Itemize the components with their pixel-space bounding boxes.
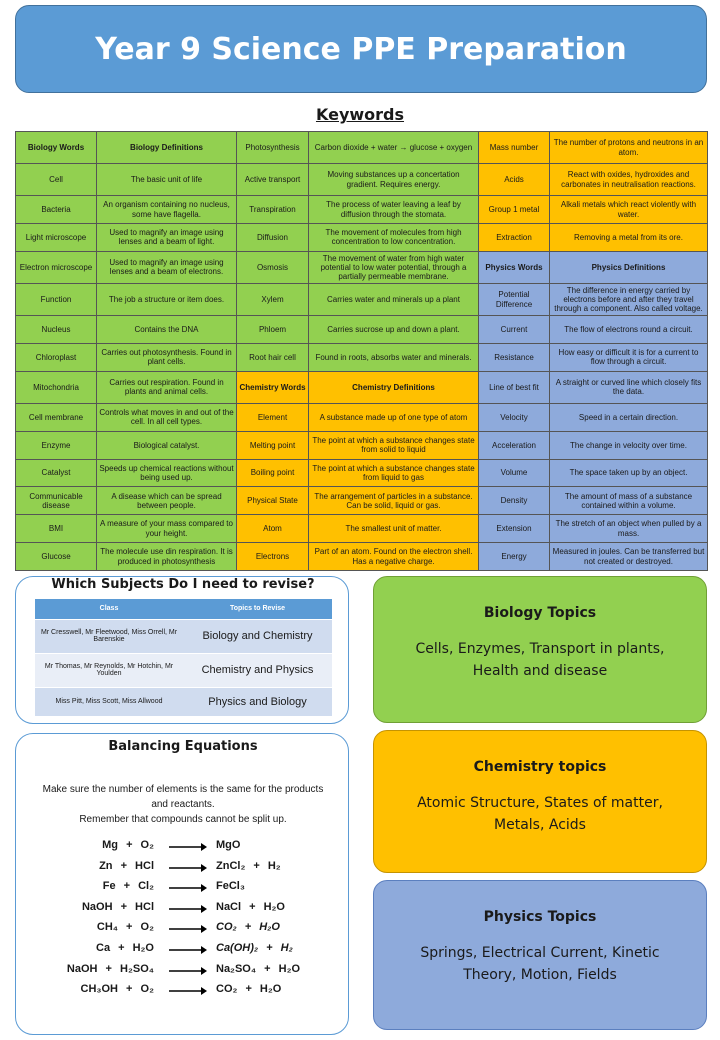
physics-word: Acceleration xyxy=(479,431,550,459)
physics-topics-title: Physics Topics xyxy=(483,909,597,925)
chemistry-definition: The arrangement of particles in a substance. Can be solid, liquid or gas. xyxy=(309,487,479,515)
keywords-heading: Keywords xyxy=(315,105,405,124)
equations-list xyxy=(16,837,350,1002)
physics-word: Potential Difference xyxy=(479,283,550,315)
physics-word: Line of best fit xyxy=(479,371,550,403)
physics-definition: Measured in joules. Can be transferred but not created or destroyed. xyxy=(550,543,708,571)
physics-definition: How easy or difficult it is for a current to flow through a circuit. xyxy=(550,343,708,371)
reaction-arrow-icon xyxy=(168,985,208,997)
class-column-header: Class xyxy=(35,599,183,619)
equation-products: Ca(OH)₂ + H₂ xyxy=(216,941,293,954)
biology-word: Active transport xyxy=(237,164,309,196)
biology-word: Function xyxy=(16,283,97,315)
biology-words-header: Biology Words xyxy=(16,132,97,164)
class-table xyxy=(35,599,332,717)
reaction-arrow-icon xyxy=(168,965,208,977)
subjects-panel xyxy=(15,576,349,724)
equation-products: FeCl₃ xyxy=(216,880,245,893)
keyword-row xyxy=(16,224,708,252)
biology-word: Bacteria xyxy=(16,196,97,224)
keyword-row xyxy=(16,459,708,487)
physics-definition: The space taken up by an object. xyxy=(550,459,708,487)
chemistry-topics-title: Chemistry topics xyxy=(473,759,607,775)
title-banner xyxy=(15,5,707,93)
chemistry-definition: Removing a metal from its ore. xyxy=(550,224,708,252)
class-row xyxy=(35,619,332,653)
biology-definition: Controls what moves in and out of the cell. In all cell types. xyxy=(97,403,237,431)
equation-products: CO₂ + H₂O xyxy=(216,983,282,996)
chemistry-word: Boiling point xyxy=(237,459,309,487)
biology-word: Phloem xyxy=(237,316,309,344)
chemistry-definition: The smallest unit of matter. xyxy=(309,515,479,543)
equation-row xyxy=(16,878,350,899)
equation-row xyxy=(16,919,350,940)
biology-definitions-header: Biology Definitions xyxy=(97,132,237,164)
biology-word: Chloroplast xyxy=(16,343,97,371)
biology-word: Cell xyxy=(16,164,97,196)
chemistry-definitions-header: Chemistry Definitions xyxy=(309,371,479,403)
biology-definition: Carries sucrose up and down a plant. xyxy=(309,316,479,344)
keyword-row xyxy=(16,371,708,403)
biology-word: Root hair cell xyxy=(237,343,309,371)
biology-definition: Speeds up chemical reactions without being used up. xyxy=(97,459,237,487)
equations-intro xyxy=(36,782,330,827)
reaction-arrow-icon xyxy=(168,882,208,894)
biology-word: Xylem xyxy=(237,283,309,315)
biology-definition: Contains the DNA xyxy=(97,316,237,344)
reaction-arrow-icon xyxy=(168,944,208,956)
physics-topics-card xyxy=(373,880,707,1030)
biology-word: Catalyst xyxy=(16,459,97,487)
keyword-row xyxy=(16,343,708,371)
keyword-row xyxy=(16,543,708,571)
physics-definition: A straight or curved line which closely fits the data. xyxy=(550,371,708,403)
chemistry-word: Group 1 metal xyxy=(479,196,550,224)
biology-definition: The movement of molecules from high concentration to low concentration. xyxy=(309,224,479,252)
physics-definitions-header: Physics Definitions xyxy=(550,251,708,283)
biology-topics-title: Biology Topics xyxy=(483,605,597,621)
chemistry-word: Mass number xyxy=(479,132,550,164)
biology-definition: Carbon dioxide + water → glucose + oxygen xyxy=(309,132,479,164)
physics-word: Current xyxy=(479,316,550,344)
keyword-row xyxy=(16,251,708,283)
reaction-arrow-icon xyxy=(168,862,208,874)
chemistry-word: Physical State xyxy=(237,487,309,515)
biology-word: Mitochondria xyxy=(16,371,97,403)
equation-reactants: CH₄ + O₂ xyxy=(96,921,154,934)
physics-topics-body: Springs, Electrical Current, Kinetic Theory, Motion, Fields xyxy=(420,945,660,983)
chemistry-word: Atom xyxy=(237,515,309,543)
biology-word: Diffusion xyxy=(237,224,309,252)
class-topics: Physics and Biology xyxy=(183,687,332,717)
biology-definition: The process of water leaving a leaf by diffusion through the stomata. xyxy=(309,196,479,224)
chemistry-topics-body: Atomic Structure, States of matter, Metals, Acids xyxy=(417,795,663,833)
biology-definition: Used to magnify an image using lenses and a beam of light. xyxy=(97,224,237,252)
class-row xyxy=(35,653,332,687)
physics-definition: The amount of mass of a substance contained within a volume. xyxy=(550,487,708,515)
reaction-arrow-icon xyxy=(168,903,208,915)
biology-word: Communicable disease xyxy=(16,487,97,515)
chemistry-definition: The number of protons and neutrons in an atom. xyxy=(550,132,708,164)
biology-definition: Carries water and minerals up a plant xyxy=(309,283,479,315)
biology-definition: A measure of your mass compared to your height. xyxy=(97,515,237,543)
keyword-row xyxy=(16,316,708,344)
physics-word: Volume xyxy=(479,459,550,487)
equation-row xyxy=(16,837,350,858)
chemistry-definition: React with oxides, hydroxides and carbonates in neutralisation reactions. xyxy=(550,164,708,196)
biology-definition: Moving substances up a concertation gradient. Requires energy. xyxy=(309,164,479,196)
biology-word: Transpiration xyxy=(237,196,309,224)
physics-word: Velocity xyxy=(479,403,550,431)
biology-definition: Found in roots, absorbs water and minerals. xyxy=(309,343,479,371)
equation-products: NaCl + H₂O xyxy=(216,900,285,913)
physics-definition: The change in velocity over time. xyxy=(550,431,708,459)
biology-definition: The molecule use din respiration. It is produced in photosynthesis xyxy=(97,543,237,571)
class-topics: Biology and Chemistry xyxy=(183,619,332,653)
biology-topics-body: Cells, Enzymes, Transport in plants, Health and disease xyxy=(415,641,665,679)
biology-word: Nucleus xyxy=(16,316,97,344)
topics-column-header: Topics to Revise xyxy=(183,599,332,619)
equation-reactants: CH₃OH + O₂ xyxy=(80,983,154,996)
equations-intro-line: Remember that compounds cannot be split up. xyxy=(79,814,287,825)
biology-definition: Used to magnify an image using lenses and a beam of electrons. xyxy=(97,251,237,283)
subjects-heading: Which Subjects Do I need to revise? xyxy=(51,577,315,592)
equations-intro-line: Make sure the number of elements is the same for the products and reactants. xyxy=(42,784,324,810)
keywords-table xyxy=(15,131,708,571)
balancing-equations-panel xyxy=(15,733,349,1035)
biology-word: Photosynthesis xyxy=(237,132,309,164)
chemistry-definition: A substance made up of one type of atom xyxy=(309,403,479,431)
biology-definition: Carries out photosynthesis. Found in plant cells. xyxy=(97,343,237,371)
class-topics: Chemistry and Physics xyxy=(183,653,332,687)
chemistry-topics-card xyxy=(373,730,707,873)
biology-definition: The basic unit of life xyxy=(97,164,237,196)
equation-row xyxy=(16,961,350,982)
keyword-row xyxy=(16,487,708,515)
physics-word: Density xyxy=(479,487,550,515)
keyword-row xyxy=(16,431,708,459)
chemistry-word: Extraction xyxy=(479,224,550,252)
keyword-row xyxy=(16,132,708,164)
biology-word: Osmosis xyxy=(237,251,309,283)
chemistry-word: Electrons xyxy=(237,543,309,571)
keyword-row xyxy=(16,164,708,196)
keyword-row xyxy=(16,515,708,543)
physics-word: Extension xyxy=(479,515,550,543)
equation-row xyxy=(16,981,350,1002)
equation-reactants: Zn + HCl xyxy=(99,859,154,872)
chemistry-definition: The point at which a substance changes state from solid to liquid xyxy=(309,431,479,459)
biology-word: BMI xyxy=(16,515,97,543)
equation-reactants: Ca + H₂O xyxy=(96,941,154,954)
biology-definition: The job a structure or item does. xyxy=(97,283,237,315)
equation-reactants: Mg + O₂ xyxy=(102,839,154,851)
equation-products: ZnCl₂ + H₂ xyxy=(216,859,281,872)
keyword-row xyxy=(16,403,708,431)
equation-reactants: NaOH + HCl xyxy=(81,900,154,913)
equation-reactants: Fe + Cl₂ xyxy=(102,880,154,893)
class-teachers: Miss Pitt, Miss Scott, Miss Allwood xyxy=(35,687,183,717)
class-teachers: Mr Thomas, Mr Reynolds, Mr Hotchin, Mr Youlden xyxy=(35,653,183,687)
biology-word: Light microscope xyxy=(16,224,97,252)
physics-definition: The stretch of an object when pulled by a mass. xyxy=(550,515,708,543)
chemistry-definition: Alkali metals which react violently with water. xyxy=(550,196,708,224)
physics-definition: Speed in a certain direction. xyxy=(550,403,708,431)
biology-word: Enzyme xyxy=(16,431,97,459)
keyword-row xyxy=(16,283,708,315)
chemistry-definition: Part of an atom. Found on the electron shell. Has a negative charge. xyxy=(309,543,479,571)
chemistry-word: Melting point xyxy=(237,431,309,459)
biology-definition: Biological catalyst. xyxy=(97,431,237,459)
biology-word: Electron microscope xyxy=(16,251,97,283)
keyword-row xyxy=(16,196,708,224)
biology-definition: The movement of water from high water potential to low water potential, through a partially permeable membrane. xyxy=(309,251,479,283)
biology-definition: Carries out respiration. Found in plants and animal cells. xyxy=(97,371,237,403)
reaction-arrow-icon xyxy=(168,923,208,935)
equation-row xyxy=(16,858,350,879)
class-row xyxy=(35,687,332,717)
biology-definition: A disease which can be spread between people. xyxy=(97,487,237,515)
biology-word: Cell membrane xyxy=(16,403,97,431)
class-table-header xyxy=(35,599,332,619)
physics-definition: The difference in energy carried by electrons before and after they travel through a component. Also called voltage. xyxy=(550,283,708,315)
equation-row xyxy=(16,940,350,961)
physics-word: Energy xyxy=(479,543,550,571)
chemistry-words-header: Chemistry Words xyxy=(237,371,309,403)
reaction-arrow-icon xyxy=(168,841,208,853)
biology-word: Glucose xyxy=(16,543,97,571)
physics-definition: The flow of electrons round a circuit. xyxy=(550,316,708,344)
chemistry-word: Element xyxy=(237,403,309,431)
physics-words-header: Physics Words xyxy=(479,251,550,283)
physics-word: Resistance xyxy=(479,343,550,371)
equation-products: CO₂ + H₂O xyxy=(216,921,280,934)
page-title: Year 9 Science PPE Preparation xyxy=(95,31,627,67)
chemistry-definition: The point at which a substance changes state from liquid to gas xyxy=(309,459,479,487)
class-teachers: Mr Cresswell, Mr Fleetwood, Miss Orrell, Mr Barenskie xyxy=(35,619,183,653)
chemistry-word: Acids xyxy=(479,164,550,196)
equation-row xyxy=(16,899,350,920)
equation-products: MgO xyxy=(216,839,241,851)
biology-definition: An organism containing no nucleus, some have flagella. xyxy=(97,196,237,224)
equation-products: Na₂SO₄ + H₂O xyxy=(216,962,301,975)
biology-topics-card xyxy=(373,576,707,723)
equation-reactants: NaOH + H₂SO₄ xyxy=(66,962,154,975)
equations-heading: Balancing Equations xyxy=(108,739,258,754)
